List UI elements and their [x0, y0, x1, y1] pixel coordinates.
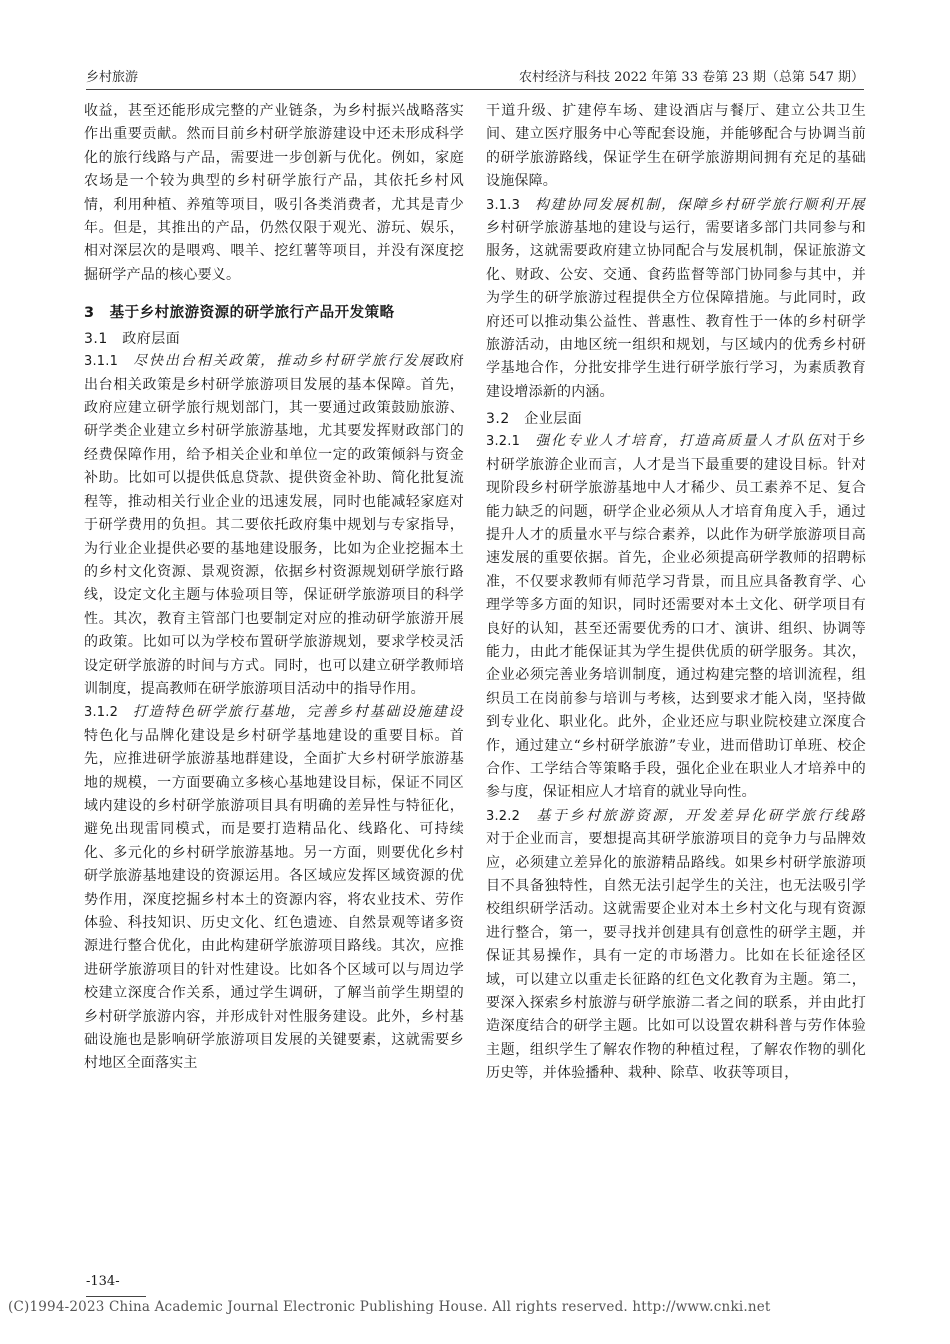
- subsection-body: 对于乡村研学旅游企业而言，人才是当下最重要的建设目标。针对现阶段乡村研学旅游基地中人才稀少、员工素养不足、复合能力缺乏的问题，研学企业必须从人才培育角度入手，通过提升人才的质量水平与综合素养，以此作为研学旅游项目高速发展的重要依据。首先，企业必须提高研学教师的招聘标准，不仅要求教师有师范学习背景，而且应具备教育学、心理学等多方面的知识，同时还需要对本土文化、研学项目有良好的认知，甚至还需要优秀的口才、演讲、组织、协调等能力，由此才能保证其为学生提供优质的研学服务。其次，企业必须完善业务培训制度，通过构建完整的培训流程，组织员工在岗前参与培训与考核，达到要求才能入岗，坚持做到专业化、职业化。此外，企业还应与职业院校建立深度合作，通过建立“乡村研学旅游”专业，进而借助订单班、校企合作、工学结合等策略手段，强化企业在职业人才培养中的参与度，保证相应人才培育的就业导向性。: [486, 433, 867, 801]
- subsection-body: 对于企业而言，要想提高其研学旅游项目的竞争力与品牌效应，必须建立差异化的旅游精品路线。如果乡村研学旅游项目不具备独特性，自然无法引起学生的关注，也无法吸引学校组织研学活动。这就需要企业对本土乡村文化与现有资源进行整合，第一，要寻找并创建具有创意性的研学主题，并保证其易操作，具有一定的市场潜力。比如在长征途径区域，可以建立以重走长征路的红色文化教育为主题。第二，要深入探索乡村旅游与研学旅游二者之间的联系，并由此打造深度结合的研学主题。比如可以设置农耕科普与劳作体验主题，组织学生了解农作物的种植过程，了解农作物的驯化历史等，并体验播种、栽种、除草、收获等项目，: [486, 831, 866, 1082]
- page-header: [86, 60, 864, 90]
- section-label: 乡村旅游: [86, 70, 139, 85]
- subsection-title: 基于乡村旅游资源，开发差异化研学旅行线路: [536, 807, 867, 824]
- left-column: [84, 100, 464, 1076]
- subsection-number: 3.2.2: [486, 808, 521, 824]
- section-heading-3: 3 基于乡村旅游资源的研学旅行产品开发策略: [84, 305, 395, 322]
- subsection-body: 特色化与品牌化建设是乡村研学基地建设的重要目标。首先，应推进研学旅游基地群建设，全面扩大乡村研学旅游基地的规模，一方面要确立多核心基地建设目标，保证不同区域内建设的乡村研学旅游项目具有明确的差异性与特征化，避免出现雷同模式，而是要打造精品化、线路化、可持续化、多元化的乡村研学旅游基地。另一方面，则要优化乡村研学旅游基地建设的资源运用。各区域应发挥区域资源的优势作用，深度挖掘乡村本土的资源内容，将农业技术、劳作体验、科技知识、历史文化、红色遗迹、自然景观等诸多资源进行整合优化，由此构建研学旅游项目路线。其次，应推进研学旅游项目的针对性建设。比如各个区域可以与周边学校建立深度合作关系，通过学生调研，了解当前学生期望的乡村研学旅游内容，并形成针对性服务建设。此外，乡村基础设施也是影响研学旅游项目发展的关键要素，这就需要乡村地区全面落实主: [84, 727, 464, 1072]
- subsection-title: 打造特色研学旅行基地，完善乡村基础设施建设: [132, 704, 464, 721]
- page-number: -134-: [86, 1274, 120, 1289]
- paragraph: 干道升级、扩建停车场、建设酒店与餐厅、建立公共卫生间、建立医疗服务中心等配套设施，并能够配合与协调当前的研学旅游路线，保证学生在研学旅游期间拥有充足的基础设施保障。: [486, 103, 866, 190]
- subsection-number: 3.1.3: [486, 197, 521, 213]
- subsection-3-1-1: [84, 350, 464, 701]
- subsection-body: 政府出台相关政策是乡村研学旅游项目发展的基本保障。首先，政府应建立研学旅行规划部门，其一要通过政策鼓励旅游、研学类企业建立乡村研学旅游基地，尤其要发挥财政部门的经费保障作用，给予相关企业和单位一定的政策倾斜与资金补助。比如可以提供低息贷款、提供资金补助、简化批复流程等，推动相关行业企业的迅速发展，同时也能减轻家庭对于研学费用的负担。其二要依托政府集中规划与专家指导，为行业企业提供必要的基地建设服务，比如为企业挖掘本土的乡村文化资源、景观资源，依据乡村资源规划研学旅行路线，设定文化主题与体验项目等，保证研学旅游项目的科学性。其次，教育主管部门也要制定对应的推动研学旅游开展的政策。比如可以为学校布置研学旅游规划，要求学校灵活设定研学旅游的时间与方式。同时，也可以建立研学教师培训制度，提高教师在研学旅游项目活动中的指导作用。: [84, 353, 465, 697]
- subsection-body: 乡村研学旅游基地的建设与运行，需要诸多部门共同参与和服务，这就需要政府建立协同配合与发展机制，保证旅游文化、财政、公安、交通、食药监督等部门协同参与其中，并为学生的研学旅游过程提供全方位保障措施。与此同时，政府还可以推动集公益性、普惠性、教育性于一体的乡村研学旅游活动，由地区统一组织和规划，与区域内的优秀乡村研学基地合作，分批安排学生进行研学旅行学习，为素质教育建设增添新的内涵。: [486, 220, 866, 400]
- subsection-3-2-1: [486, 430, 866, 805]
- header-rule: [86, 89, 864, 90]
- footer-rule: [86, 1296, 146, 1297]
- subsection-number: 3.1.2: [84, 705, 119, 721]
- subsection-3-1-3: [486, 194, 866, 405]
- subsection-heading-3-2: 3.2 企业层面: [486, 411, 583, 428]
- subsection-title: 构建协同发展机制，保障乡村研学旅行顺利开展: [534, 196, 866, 213]
- paragraph: 收益，甚至还能形成完整的产业链条，为乡村振兴战略落实作出重要贡献。然而目前乡村研学旅游建设中还未形成科学化的旅行线路与产品，需要进一步创新与优化。例如，家庭农场是一个较为典型的乡村研学旅行产品，其依托乡村风情，利用种植、养殖等项目，吸引各类消费者，尤其是青少年。但是，其推出的产品，仍然仅限于观光、游玩、娱乐，相对深层次的是喂鸡、喂羊、挖红薯等项目，并没有深度挖掘研学产品的核心要义。: [84, 103, 464, 283]
- subsection-title: 强化专业人才培育，打造高质量人才队伍: [535, 433, 823, 450]
- journal-info: 农村经济与科技 2022 年第 33 卷第 23 期（总第 547 期）: [518, 70, 864, 85]
- subsection-heading-3-1: 3.1 政府层面: [84, 331, 181, 348]
- subsection-number: 3.2.1: [486, 434, 521, 450]
- subsection-title: 尽快出台相关政策，推动乡村研学旅行发展: [133, 353, 436, 370]
- right-column: [486, 100, 866, 1086]
- subsection-number: 3.1.1: [84, 354, 119, 370]
- copyright-footer: (C)1994-2023 China Academic Journal Electronic Publishing House. All rights reserved. http://www.cnki.net: [8, 1299, 771, 1315]
- subsection-3-1-2: [84, 701, 464, 1076]
- subsection-3-2-2: [486, 805, 866, 1086]
